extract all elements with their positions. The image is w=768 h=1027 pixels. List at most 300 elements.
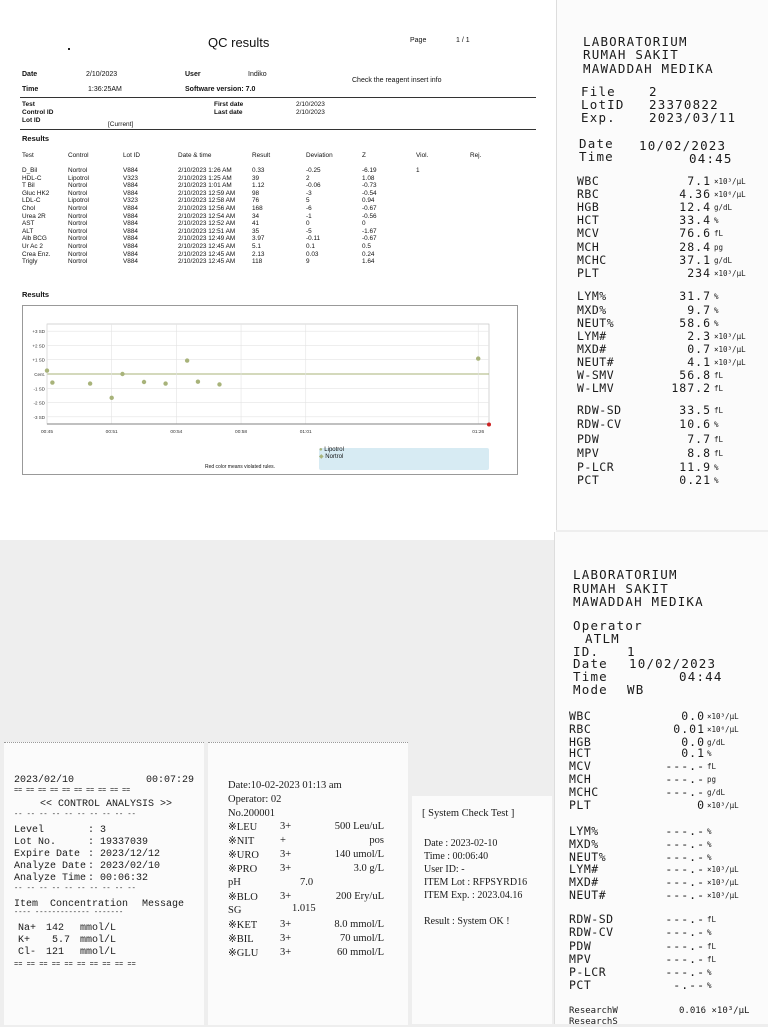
operator-label: Operator (573, 618, 643, 633)
table-cell: 3.97 (252, 235, 265, 243)
table-cell: Alb BCG (22, 235, 47, 243)
result-unit: ×10³/µL (707, 878, 739, 887)
table-cell: 5.1 (252, 243, 261, 250)
table-cell: -1 (306, 212, 312, 220)
result-unit: ×10³/µL (714, 269, 746, 278)
result-label: MPV (569, 952, 592, 966)
separator: == == == == == == == == == == (14, 787, 131, 795)
urine-grade: 3+ (280, 863, 292, 874)
result-label: P-LCR (569, 965, 607, 979)
speck (68, 48, 70, 50)
result-unit: fL (707, 955, 717, 964)
table-cell: D_Bil (22, 167, 38, 174)
divider (20, 129, 536, 130)
urine-item: SG (228, 905, 242, 916)
control-time: 00:07:29 (146, 775, 195, 786)
urine-grade: 3+ (280, 947, 292, 958)
lab-line-3: MAWADDAH MEDIKA (573, 594, 704, 609)
table-cell: 1.12 (252, 182, 265, 190)
table-cell: -0.73 (362, 182, 377, 190)
table-cell: Nortrol (68, 243, 88, 250)
lab-line-1: LABORATORIUM (583, 34, 688, 49)
date-value: 2/10/2023 (86, 71, 118, 78)
x-tick-label: 01:26 (472, 430, 485, 435)
item-unit: mmol/L (80, 947, 117, 958)
result-value: ---.- (665, 759, 705, 773)
legend-label: Nortrol (325, 454, 344, 460)
result-value: ---.- (665, 837, 705, 851)
item-value: 121 (46, 947, 65, 958)
hematology-printout-2 (554, 532, 768, 1027)
table-cell: 34 (252, 212, 260, 220)
result-label: PLT (569, 798, 592, 812)
col-underline: ---- ------------- ------- (14, 909, 124, 917)
col-concentration: Concentration (50, 899, 129, 910)
lot-value: : 19337039 (88, 837, 149, 848)
result-unit: fL (707, 762, 717, 771)
results-heading-2: Results (22, 290, 50, 299)
result-value: 4.1 (687, 355, 711, 369)
result-unit: ×10³/µL (714, 332, 746, 341)
level-value: : 3 (88, 825, 107, 836)
urine-value: 70 umol/L (339, 933, 384, 944)
table-cell: V884 (123, 250, 138, 258)
data-point-lipotrol (476, 356, 480, 360)
y-tick-label: +3 SD (32, 329, 45, 335)
table-cell: 76 (252, 197, 260, 205)
urine-item: ※BIL (228, 934, 254, 945)
urine-item: ※BLO (228, 892, 258, 903)
result-label: W-LMV (577, 381, 615, 395)
data-point-nortrol (163, 381, 167, 385)
result-value: 4.36 (679, 187, 711, 201)
table-cell: 41 (252, 220, 260, 228)
analyze-date-value: : 2023/02/10 (88, 861, 161, 872)
lot-id-value: [Current] (108, 121, 134, 128)
last-date-label: Last date (214, 109, 243, 116)
lab-line-2: RUMAH SAKIT (583, 47, 679, 62)
table-cell: V884 (123, 205, 138, 212)
table-cell: -5 (306, 227, 312, 235)
table-cell: V884 (123, 227, 138, 235)
urine-value: 60 mmol/L (337, 947, 384, 958)
result-value: 8.8 (687, 446, 711, 460)
y-tick-label: Cent. (34, 372, 45, 377)
result-value: 33.4 (679, 213, 711, 227)
system-title: [ System Check Test ] (422, 808, 515, 819)
table-cell: Nortrol (68, 212, 88, 220)
result-label: RDW-SD (569, 912, 614, 926)
result-value: ---.- (665, 862, 705, 876)
lab-line-3: MAWADDAH MEDIKA (583, 61, 714, 76)
y-tick-label: -3 SD (33, 414, 45, 420)
result-label: MXD% (569, 837, 599, 851)
result-label: PDW (577, 432, 600, 446)
result-value: 187.2 (671, 381, 711, 395)
mode-value: WB (627, 682, 645, 697)
table-cell: 0.1 (306, 243, 315, 250)
table-cell: 98 (252, 189, 260, 197)
legend-marker: ● (319, 447, 323, 453)
urine-value: 1.015 (292, 903, 316, 914)
time-value: 04:44 (679, 669, 723, 684)
result-label: MXD# (569, 875, 599, 889)
analyze-time-value: : 00:06:32 (88, 873, 149, 884)
result-unit: fL (714, 371, 724, 380)
result-label: RBC (577, 187, 600, 201)
result-unit: ×10³/µL (707, 801, 739, 810)
analyze-date-label: Analyze Date (14, 861, 87, 872)
table-cell: Urea 2R (22, 212, 46, 220)
software-version: Software version: 7.0 (185, 86, 256, 93)
result-label: HGB (577, 200, 600, 214)
table-cell: 0 (362, 220, 366, 228)
first-date-label: First date (214, 101, 244, 108)
column-header: Date & time (178, 152, 212, 159)
result-value: ---.- (665, 875, 705, 889)
result-label: PDW (569, 939, 592, 953)
result-unit: % (707, 981, 712, 990)
x-tick-label: 00:54 (170, 430, 183, 435)
table-cell: V323 (123, 174, 138, 182)
table-cell: 2/10/2023 1:01 AM (178, 182, 232, 190)
table-cell: 2/10/2023 12:45 AM (178, 243, 236, 250)
result-unit: fL (714, 406, 724, 415)
table-cell: Chol (22, 205, 36, 212)
data-point-nortrol (109, 396, 113, 400)
exp-label: Exp. (581, 110, 616, 125)
table-cell: -0.67 (362, 235, 377, 243)
result-value: ---.- (665, 824, 705, 838)
result-unit: % (707, 853, 712, 862)
table-cell: 0.5 (362, 243, 371, 250)
result-value: ---.- (665, 939, 705, 953)
result-value: 76.6 (679, 226, 711, 240)
urine-item: ※PRO (228, 864, 258, 875)
table-cell: LDL-C (22, 197, 41, 205)
result-value: 0.0 (681, 735, 705, 749)
result-value: 234 (687, 266, 711, 280)
result-label: MCH (569, 772, 592, 786)
id-label: ID. (573, 644, 600, 659)
urine-item: pH (228, 877, 241, 888)
result-value: 2.3 (687, 329, 711, 343)
table-cell: 168 (252, 205, 263, 212)
operator-value: ATLM (585, 631, 620, 646)
user-label: User (185, 71, 201, 78)
column-header: Result (252, 152, 271, 159)
table-cell: 2/10/2023 12:52 AM (178, 220, 236, 228)
y-tick-label: +2 SD (32, 343, 45, 349)
control-date: 2023/02/10 (14, 775, 75, 786)
data-point-nortrol (50, 380, 54, 384)
result-value: 58.6 (679, 316, 711, 330)
result-label: MCV (569, 759, 592, 773)
result-label: NEUT% (577, 316, 615, 330)
result-unit: % (714, 463, 719, 472)
table-cell: Ur Ac 2 (22, 243, 43, 250)
legend-box (319, 448, 489, 470)
separator: == == == == == == == == == == (14, 961, 136, 969)
table-cell: AST (22, 220, 35, 228)
mode-label: Mode (573, 682, 608, 697)
urine-item: ※GLU (228, 948, 259, 959)
result-unit: fL (714, 384, 724, 393)
control-id-label: Control ID (22, 109, 54, 116)
table-cell: Nortrol (68, 250, 88, 258)
research-s-label: ResearchS (569, 1017, 618, 1027)
urine-value: pos (369, 835, 384, 846)
table-cell: Nortrol (68, 235, 88, 243)
column-header: Z (362, 152, 366, 159)
table-cell: -3 (306, 189, 312, 197)
y-tick-label: -1 SD (33, 386, 45, 392)
result-label: RDW-SD (577, 403, 622, 417)
table-cell: Nortrol (68, 167, 88, 174)
table-cell: Nortrol (68, 189, 88, 197)
result-unit: g/dL (714, 203, 733, 212)
table-cell: -0.56 (362, 212, 377, 220)
result-label: LYM# (577, 329, 607, 343)
urine-item: ※URO (228, 850, 259, 861)
result-label: NEUT# (577, 355, 615, 369)
analyze-time-label: Analyze Time (14, 873, 87, 884)
urine-value: 140 umol/L (334, 849, 384, 860)
table-cell: 1.08 (362, 174, 375, 182)
result-unit: fL (707, 915, 717, 924)
urinalysis-printout (208, 742, 408, 1025)
system-time: Time : 00:06:40 (424, 851, 489, 862)
table-cell: 2/10/2023 12:49 AM (178, 235, 236, 243)
time-value: 04:45 (689, 151, 733, 166)
result-label: HCT (569, 746, 592, 760)
table-cell: -0.06 (306, 182, 321, 190)
result-value: 0 (697, 798, 705, 812)
result-unit: % (707, 928, 712, 937)
column-header: Deviation (306, 152, 333, 159)
result-label: NEUT# (569, 888, 607, 902)
result-unit: ×10⁶/µL (714, 190, 746, 199)
urine-number: No.200001 (228, 808, 275, 819)
hematology-printout-1 (556, 0, 768, 530)
table-cell: 2/10/2023 12:54 AM (178, 212, 236, 220)
table-cell: 2 (306, 174, 310, 182)
urine-grade: 3+ (280, 891, 292, 902)
legend-label: Lipotrol (324, 447, 344, 453)
data-point-nortrol (45, 368, 49, 372)
expire-label: Expire Date (14, 849, 81, 860)
result-value: 9.7 (687, 303, 711, 317)
column-header: Rej. (470, 152, 482, 159)
system-item-exp: ITEM Exp. : 2023.04.16 (424, 890, 523, 901)
table-cell: -6.19 (362, 167, 377, 174)
table-cell: Crea Enz. (22, 250, 51, 258)
result-value: 0.7 (687, 342, 711, 356)
lotid-label: LotID (581, 97, 625, 112)
user-value: Indiko (248, 71, 267, 78)
urine-value: 8.0 mmol/L (334, 919, 384, 930)
x-tick-label: 01:01 (299, 430, 312, 435)
result-label: MCHC (577, 253, 607, 267)
table-cell: 118 (252, 258, 263, 266)
result-unit: fL (714, 229, 724, 238)
col-message: Message (142, 899, 185, 910)
result-value: ---.- (665, 925, 705, 939)
table-cell: V884 (123, 189, 138, 197)
result-label: RDW-CV (577, 417, 622, 431)
urine-value: 200 Ery/uL (335, 891, 384, 902)
result-label: MPV (577, 446, 600, 460)
urine-item: ※NIT (228, 836, 255, 847)
table-cell: 2/10/2023 1:26 AM (178, 167, 232, 174)
table-cell: V884 (123, 243, 138, 250)
table-cell: HDL-C (22, 174, 42, 182)
result-unit: ×10³/µL (714, 177, 746, 186)
result-value: -.-- (673, 978, 705, 992)
result-label: MCHC (569, 785, 599, 799)
x-tick-label: 00:45 (40, 430, 54, 435)
table-cell: 0.24 (362, 250, 375, 258)
table-cell: V884 (123, 182, 138, 190)
result-value: ---.- (665, 912, 705, 926)
table-cell: -1.67 (362, 227, 377, 235)
check-note: Check the reagent insert info (352, 77, 442, 84)
table-cell: Nortrol (68, 220, 88, 228)
result-unit: % (707, 968, 712, 977)
result-label: PCT (569, 978, 592, 992)
table-cell: V884 (123, 220, 138, 228)
y-tick-label: -2 SD (33, 400, 45, 406)
table-cell: Nortrol (68, 227, 88, 235)
urine-value: 500 Leu/uL (334, 821, 384, 832)
expire-value: : 2023/12/12 (88, 849, 161, 860)
research-w-label: ResearchW (569, 1006, 618, 1016)
table-cell: 1 (416, 167, 420, 174)
column-header: Lot ID (123, 152, 141, 159)
table-cell: V884 (123, 167, 138, 174)
result-value: ---.- (665, 772, 705, 786)
result-label: HCT (577, 213, 600, 227)
urine-grade: 3+ (280, 821, 292, 832)
result-label: RDW-CV (569, 925, 614, 939)
item-name: Cl- (18, 947, 37, 958)
table-cell: V884 (123, 258, 138, 266)
result-unit: % (714, 319, 719, 328)
page-label: Page (410, 37, 427, 44)
table-cell: V884 (123, 212, 138, 220)
lotid-value: 23370822 (649, 97, 719, 112)
exp-value: 2023/03/11 (649, 110, 737, 125)
result-unit: % (714, 292, 719, 301)
separator: -- -- -- -- -- -- -- -- -- -- (14, 885, 136, 893)
col-item: Item (14, 899, 39, 910)
time-value: 1:36:25AM (88, 86, 122, 93)
violation-point (487, 423, 491, 427)
result-unit: % (714, 306, 719, 315)
table-cell: 2/10/2023 12:56 AM (178, 205, 236, 212)
item-unit: mmol/L (80, 923, 117, 934)
result-unit: pg (714, 243, 724, 252)
table-cell: -6 (306, 205, 312, 212)
result-unit: ×10³/µL (707, 891, 739, 900)
result-value: 7.7 (687, 432, 711, 446)
result-unit: ×10³/µL (714, 345, 746, 354)
data-point-nortrol (196, 380, 200, 384)
result-value: 0.0 (681, 709, 705, 723)
data-point-nortrol (217, 382, 221, 386)
y-tick-label: +1 SD (32, 357, 45, 363)
test-label: Test (22, 101, 35, 108)
urine-grade: 3+ (280, 919, 292, 930)
table-row (0, 258, 556, 267)
result-value: 33.5 (679, 403, 711, 417)
result-value: 7.1 (687, 174, 711, 188)
result-label: LYM# (569, 862, 599, 876)
lot-id-label: Lot ID (22, 117, 41, 124)
result-value: ---.- (665, 785, 705, 799)
result-value: 31.7 (679, 289, 711, 303)
result-unit: fL (714, 435, 724, 444)
table-header-row (0, 152, 556, 161)
table-cell: 0.33 (252, 167, 265, 174)
table-cell: Gluc HK2 (22, 189, 50, 197)
result-unit: % (714, 216, 719, 225)
system-item-lot: ITEM Lot : RFPSYRD16 (424, 877, 528, 888)
result-unit: ×10³/µL (707, 865, 739, 874)
result-label: LYM% (577, 289, 607, 303)
table-cell: 0.03 (306, 250, 319, 258)
column-header: Control (68, 152, 89, 159)
table-cell: 0.94 (362, 197, 375, 205)
result-unit: % (714, 476, 719, 485)
result-unit: ×10⁶/µL (707, 725, 739, 734)
result-value: 11.9 (679, 460, 711, 474)
result-label: MCH (577, 240, 600, 254)
system-result: Result : System OK ! (424, 916, 510, 927)
result-unit: g/dL (707, 788, 726, 797)
table-cell: 5 (306, 197, 310, 205)
urine-item: ※LEU (228, 822, 258, 833)
data-point-nortrol (142, 380, 146, 384)
page-value: 1 / 1 (456, 37, 470, 44)
date-label: Date (573, 656, 608, 671)
result-value: 56.8 (679, 368, 711, 382)
research-w-value: 0.016 ×10³/µL (679, 1006, 750, 1016)
table-cell: 2/10/2023 12:51 AM (178, 227, 236, 235)
date-value: 10/02/2023 (629, 656, 717, 671)
time-label: Time (573, 669, 608, 684)
result-value: ---.- (665, 952, 705, 966)
table-cell: 2/10/2023 12:45 AM (178, 250, 236, 258)
qc-report (0, 0, 556, 540)
last-date-value: 2/10/2023 (296, 109, 325, 116)
table-cell: 2/10/2023 1:25 AM (178, 174, 232, 182)
table-cell: 9 (306, 258, 310, 266)
file-value: 2 (649, 84, 658, 99)
result-label: RBC (569, 722, 592, 736)
legend-item-nortrol (319, 453, 344, 460)
result-label: P-LCR (577, 460, 615, 474)
urine-operator: Operator: 02 (228, 794, 282, 805)
divider (20, 97, 536, 98)
data-point-nortrol (120, 372, 124, 376)
qc-title: QC results (208, 35, 270, 50)
legend (319, 447, 344, 460)
first-date-value: 2/10/2023 (296, 101, 325, 108)
level-label: Level (14, 825, 45, 836)
data-point-lipotrol (185, 358, 189, 362)
table-cell: ALT (22, 227, 34, 235)
